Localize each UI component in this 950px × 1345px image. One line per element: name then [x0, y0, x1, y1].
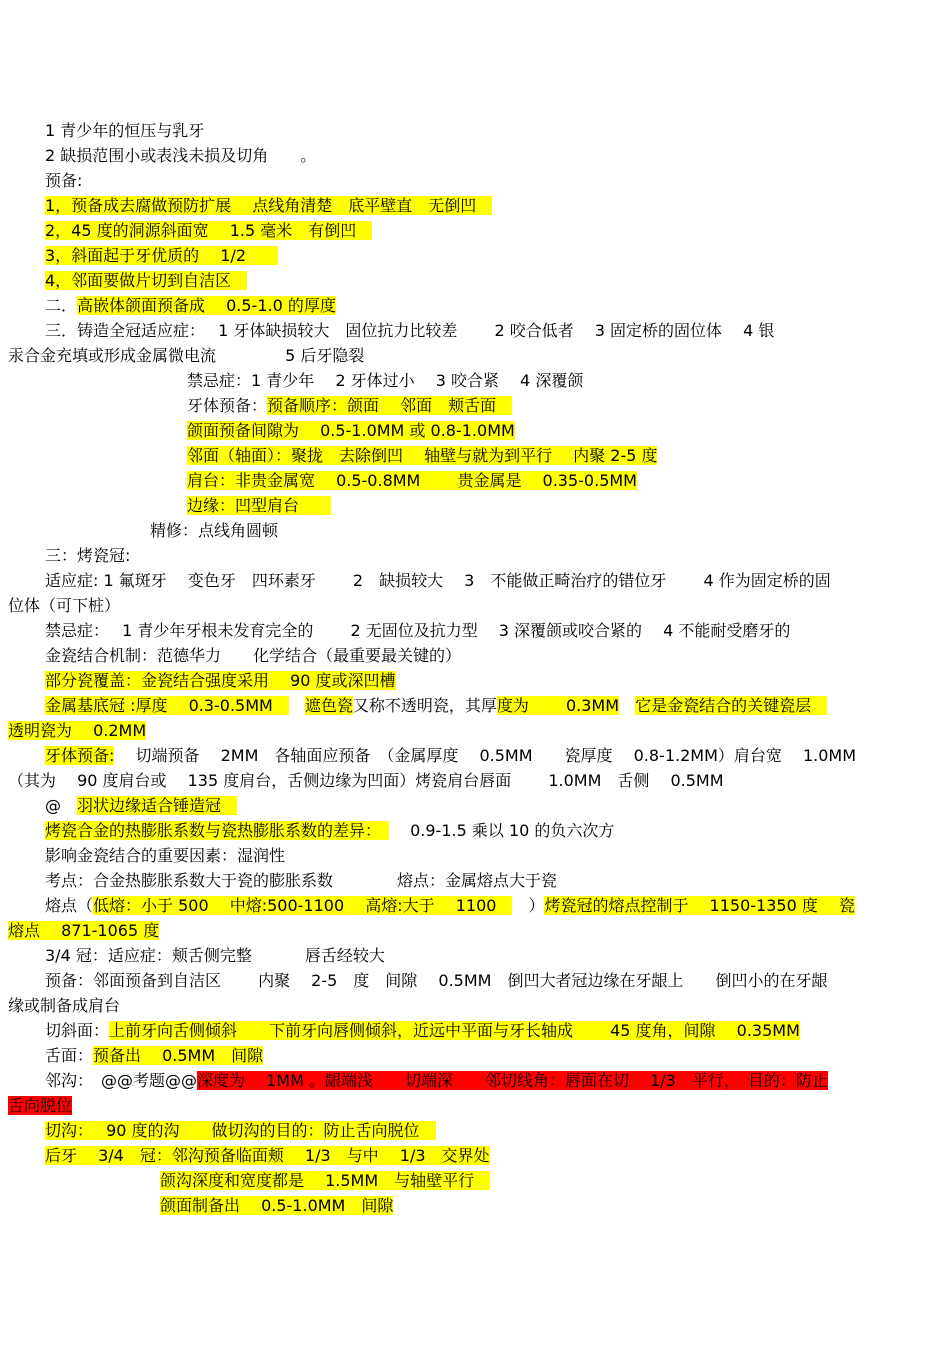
highlight-segment: 后牙 3/4 冠：邻沟预备临面颊 1/3 与中 1/3 交界处	[45, 1146, 490, 1165]
highlight-segment: 透明瓷为 0.2MM	[8, 721, 147, 740]
text-segment: 汞合金充填或形成金属微电流 5 后牙隐裂	[8, 346, 365, 365]
text-line	[45, 568, 831, 593]
text-line	[45, 643, 461, 668]
text-segment: 又称不透明瓷，其厚	[352, 696, 497, 715]
highlight-segment: 高嵌体颌面预备成 0.5-1.0 的厚度	[77, 296, 336, 315]
highlight-segment: 牙体预备:	[45, 746, 115, 765]
text-line	[45, 168, 82, 193]
text-line	[45, 1043, 263, 1068]
text-line	[45, 818, 614, 843]
text-line	[45, 193, 492, 218]
text-line	[45, 693, 827, 718]
highlight-segment: 羽状边缘适合锤造冠	[77, 796, 238, 815]
text-line	[45, 243, 278, 268]
text-line	[187, 468, 637, 493]
highlight-segment: 边缘：凹型肩台	[187, 496, 332, 515]
text-segment: 金瓷结合机制：范德华力 化学结合（最重要最关键的）	[45, 646, 462, 665]
text-line	[45, 218, 372, 243]
text-line	[45, 618, 790, 643]
highlight-segment: 1，预备成去腐做预防扩展 点线角清楚 底平壁直 无倒凹	[45, 196, 493, 215]
text-line	[45, 1068, 828, 1093]
text-line	[187, 493, 331, 518]
text-segment: 0.9-1.5 乘以 10 的负六次方	[389, 821, 615, 840]
text-line	[45, 1118, 436, 1143]
highlight-segment: 3，斜面起于牙优质的 1/2	[45, 246, 279, 265]
text-segment: 缘或制备成肩台	[8, 996, 121, 1015]
text-line	[45, 543, 130, 568]
highlight-segment: 4，邻面要做片切到自洁区	[45, 271, 248, 290]
text-line	[150, 518, 278, 543]
text-line	[45, 118, 204, 143]
text-line	[45, 868, 557, 893]
text-line	[45, 968, 827, 993]
text-line	[45, 1143, 490, 1168]
highlight-segment: 邻面（轴面）：聚拢 去除倒凹 轴壁与就为到平行 内聚 2-5 度	[187, 446, 658, 465]
highlight-segment: 颌面预备间隙为 0.5-1.0MM 或 0.8-1.0MM	[187, 421, 515, 440]
highlight-segment: 颌沟深度和宽度都是 1.5MM 与轴壁平行	[160, 1171, 491, 1190]
highlight-segment: 肩台：非贵金属宽 0.5-0.8MM 贵金属是 0.35-0.5MM	[187, 471, 637, 490]
text-line	[8, 768, 724, 793]
text-segment: 三：烤瓷冠:	[45, 546, 131, 565]
text-segment: 精修：点线角圆顿	[150, 521, 279, 540]
highlight-segment: 部分瓷覆盖：金瓷结合强度采用 90 度或深凹槽	[45, 671, 396, 690]
text-segment: 影响金瓷结合的重要因素：湿润性	[45, 846, 286, 865]
text-line	[8, 918, 159, 943]
text-line	[187, 418, 515, 443]
text-line	[45, 893, 855, 918]
text-segment: 邻沟： @@考题@@	[45, 1071, 198, 1090]
highlight-segment: 熔点 871-1065 度	[8, 921, 160, 940]
text-line	[45, 843, 285, 868]
highlight-segment: 上前牙向舌侧倾斜 下前牙向唇侧倾斜，近远中平面与牙长轴成 45 度角，间隙 0.35MM	[109, 1021, 800, 1040]
highlight-segment: 预备顺序：颌面 邻面 颊舌面	[267, 396, 513, 415]
highlight-segment: 2，45 度的洞源斜面宽 1.5 毫米 有倒凹	[45, 221, 373, 240]
text-line	[160, 1168, 490, 1193]
text-segment: 适应症: 1 氟斑牙 变色牙 四环素牙 2 缺损较大 3 不能做正畸治疗的错位牙 4 作为固定桥的固	[45, 571, 831, 590]
text-segment: 切端预备 2MM 各轴面应预备 （金属厚度 0.5MM 瓷厚度 0.8-1.2MM）肩台宽 1.0MM	[114, 746, 857, 765]
text-line	[8, 343, 364, 368]
text-line	[8, 718, 146, 743]
text-segment: 禁忌症： 1 青少年牙根未发育完全的 2 无固位及抗力型 3 深覆颌或咬合紧的 4 不能耐受磨牙的	[45, 621, 791, 640]
text-line	[45, 1018, 800, 1043]
text-line	[45, 318, 774, 343]
text-line	[45, 793, 237, 818]
red-highlight-segment: 深度为 1MM 。龈端浅 切端深 邻切线角：唇面在切 1/3 平行， 目的：防止	[197, 1071, 828, 1090]
highlight-segment: 烤瓷冠的熔点控制于 1150-1350 度 瓷	[544, 896, 855, 915]
text-segment: 预备:	[45, 171, 83, 190]
text-segment: 考点：合金热膨胀系数大于瓷的膨胀系数 熔点：金属熔点大于瓷	[45, 871, 558, 890]
highlight-segment: 烤瓷合金的热膨胀系数与瓷热膨胀系数的差异：	[45, 821, 390, 840]
text-segment: 二．	[45, 296, 78, 315]
text-segment: 2 缺损范围小或表浅未损及切角 。	[45, 146, 317, 165]
text-line	[45, 293, 336, 318]
text-line	[187, 368, 583, 393]
text-segment: 牙体预备：	[187, 396, 268, 415]
text-line	[45, 943, 385, 968]
highlight-segment: 低熔：小于 500 中熔:500-1100 高熔:大于 1100	[93, 896, 513, 915]
red-highlight-segment: 舌向脱位	[8, 1096, 73, 1115]
text-segment: 三．铸造全冠适应症： 1 牙体缺损较大 固位抗力比较差 2 咬合低者 3 固定桥的固位体 4 银	[45, 321, 775, 340]
text-line	[187, 393, 512, 418]
text-segment: （其为 90 度肩台或 135 度肩台，舌侧边缘为凹面）烤瓷肩台唇面 1.0MM 舌侧 0.5MM	[8, 771, 724, 790]
text-line	[45, 743, 856, 768]
text-line	[45, 143, 316, 168]
highlight-segment: 金属基底冠 :厚度 0.3-0.5MM	[45, 696, 289, 715]
text-segment: 位体（可下桩）	[8, 596, 121, 615]
text-line	[8, 1093, 72, 1118]
text-segment: 3/4 冠：适应症：颊舌侧完整 唇舌经较大	[45, 946, 385, 965]
text-segment: 禁忌症：1 青少年 2 牙体过小 3 咬合紧 4 深覆颌	[187, 371, 584, 390]
text-segment: @	[45, 796, 78, 815]
highlight-segment: 切沟： 90 度的沟 做切沟的目的：防止舌向脱位	[45, 1121, 436, 1140]
text-line	[8, 993, 120, 1018]
text-line	[8, 593, 120, 618]
text-line	[187, 443, 657, 468]
text-line	[45, 668, 396, 693]
text-segment: ）	[512, 896, 545, 915]
highlight-segment: 预备出 0.5MM 间隙	[93, 1046, 264, 1065]
highlight-segment: 颌面制备出 0.5-1.0MM 间隙	[160, 1196, 394, 1215]
text-line	[160, 1193, 393, 1218]
text-segment	[289, 696, 305, 715]
text-segment: 1 青少年的恒压与乳牙	[45, 121, 205, 140]
text-segment: 预备：邻面预备到自洁区 内聚 2-5 度 间隙 0.5MM 倒凹大者冠边缘在牙龈上 倒凹小的在牙龈	[45, 971, 828, 990]
text-line	[45, 268, 247, 293]
text-segment: 舌面：	[45, 1046, 94, 1065]
text-segment	[619, 696, 635, 715]
text-segment: 切斜面：	[45, 1021, 110, 1040]
highlight-segment: 度为 0.3MM	[496, 696, 620, 715]
highlight-segment: 它是金瓷结合的关键瓷层	[635, 696, 828, 715]
highlight-segment: 遮色瓷	[304, 696, 353, 715]
text-segment: 熔点（	[45, 896, 94, 915]
